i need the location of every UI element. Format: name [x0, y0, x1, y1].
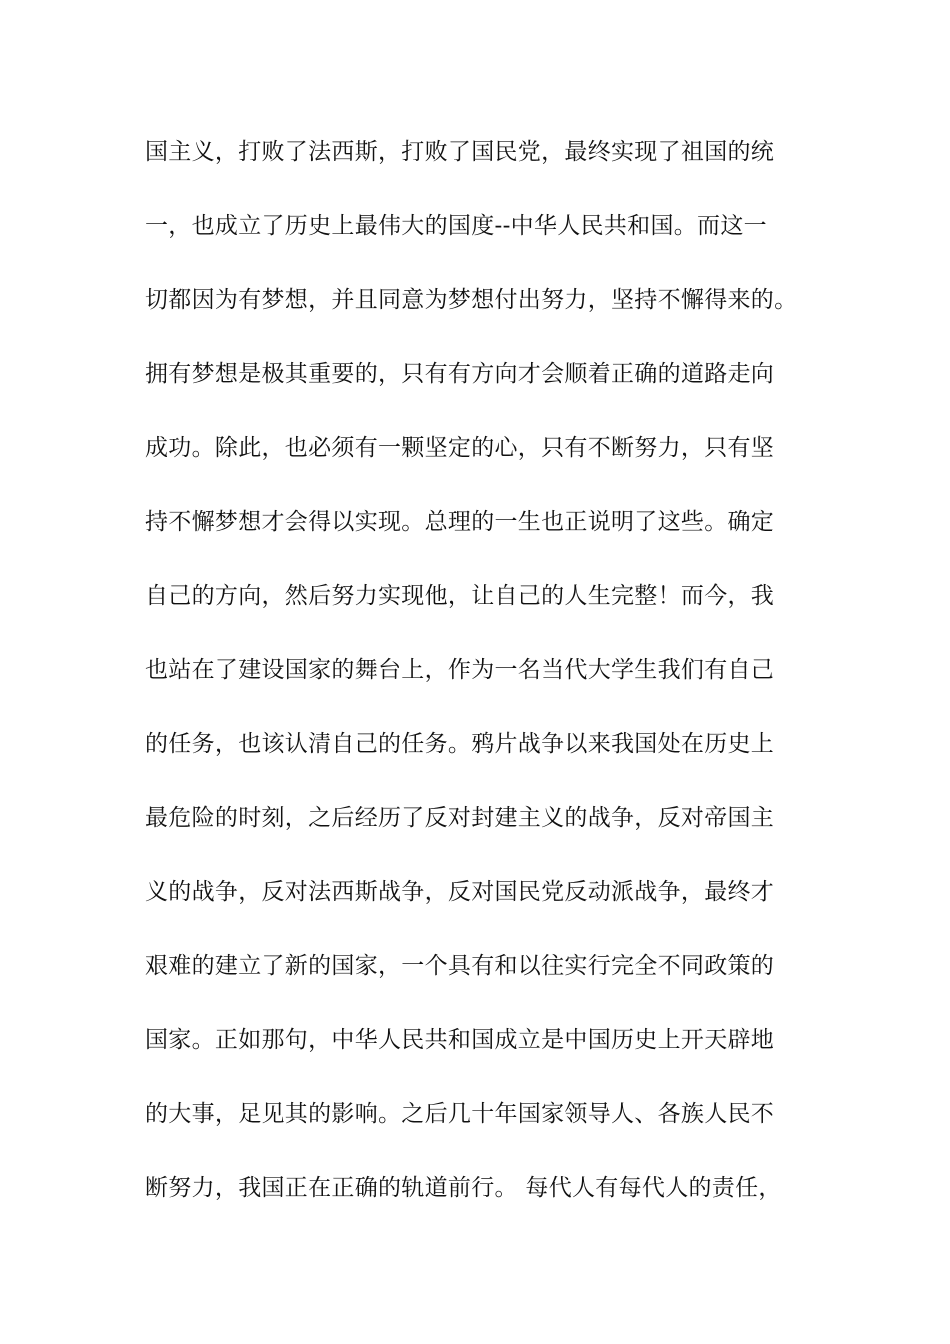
text-line-7: 自己的方向，然后努力实现他，让自己的人生完整！而今，我	[145, 583, 775, 609]
text-line-12: 艰难的建立了新的国家，一个具有和以往实行完全不同政策的	[145, 953, 775, 979]
text-line-11: 义的战争，反对法西斯战争，反对国民党反动派战争，最终才	[145, 879, 775, 905]
text-line-1: 国主义，打败了法西斯，打败了国民党，最终实现了祖国的统	[145, 139, 775, 165]
text-line-14: 的大事，足见其的影响。之后几十年国家领导人、各族人民不	[145, 1101, 775, 1127]
text-line-3: 切都因为有梦想，并且同意为梦想付出努力，坚持不懈得来的。	[145, 287, 798, 313]
text-line-5: 成功。除此，也必须有一颗坚定的心，只有不断努力，只有坚	[145, 435, 775, 461]
text-line-8: 也站在了建设国家的舞台上，作为一名当代大学生我们有自己	[145, 657, 775, 683]
text-line-10: 最危险的时刻，之后经历了反对封建主义的战争，反对帝国主	[145, 805, 775, 831]
text-line-4: 拥有梦想是极其重要的，只有有方向才会顺着正确的道路走向	[145, 361, 775, 387]
text-line-6: 持不懈梦想才会得以实现。总理的一生也正说明了这些。确定	[145, 509, 775, 535]
text-line-9: 的任务，也该认清自己的任务。鸦片战争以来我国处在历史上	[145, 731, 775, 757]
text-line-15: 断努力，我国正在正确的轨道前行。 每代人有每代人的责任，	[145, 1175, 782, 1201]
text-line-13: 国家。正如那句，中华人民共和国成立是中国历史上开天辟地	[145, 1027, 775, 1053]
text-line-2: 一，也成立了历史上最伟大的国度--中华人民共和国。而这一	[145, 213, 767, 239]
